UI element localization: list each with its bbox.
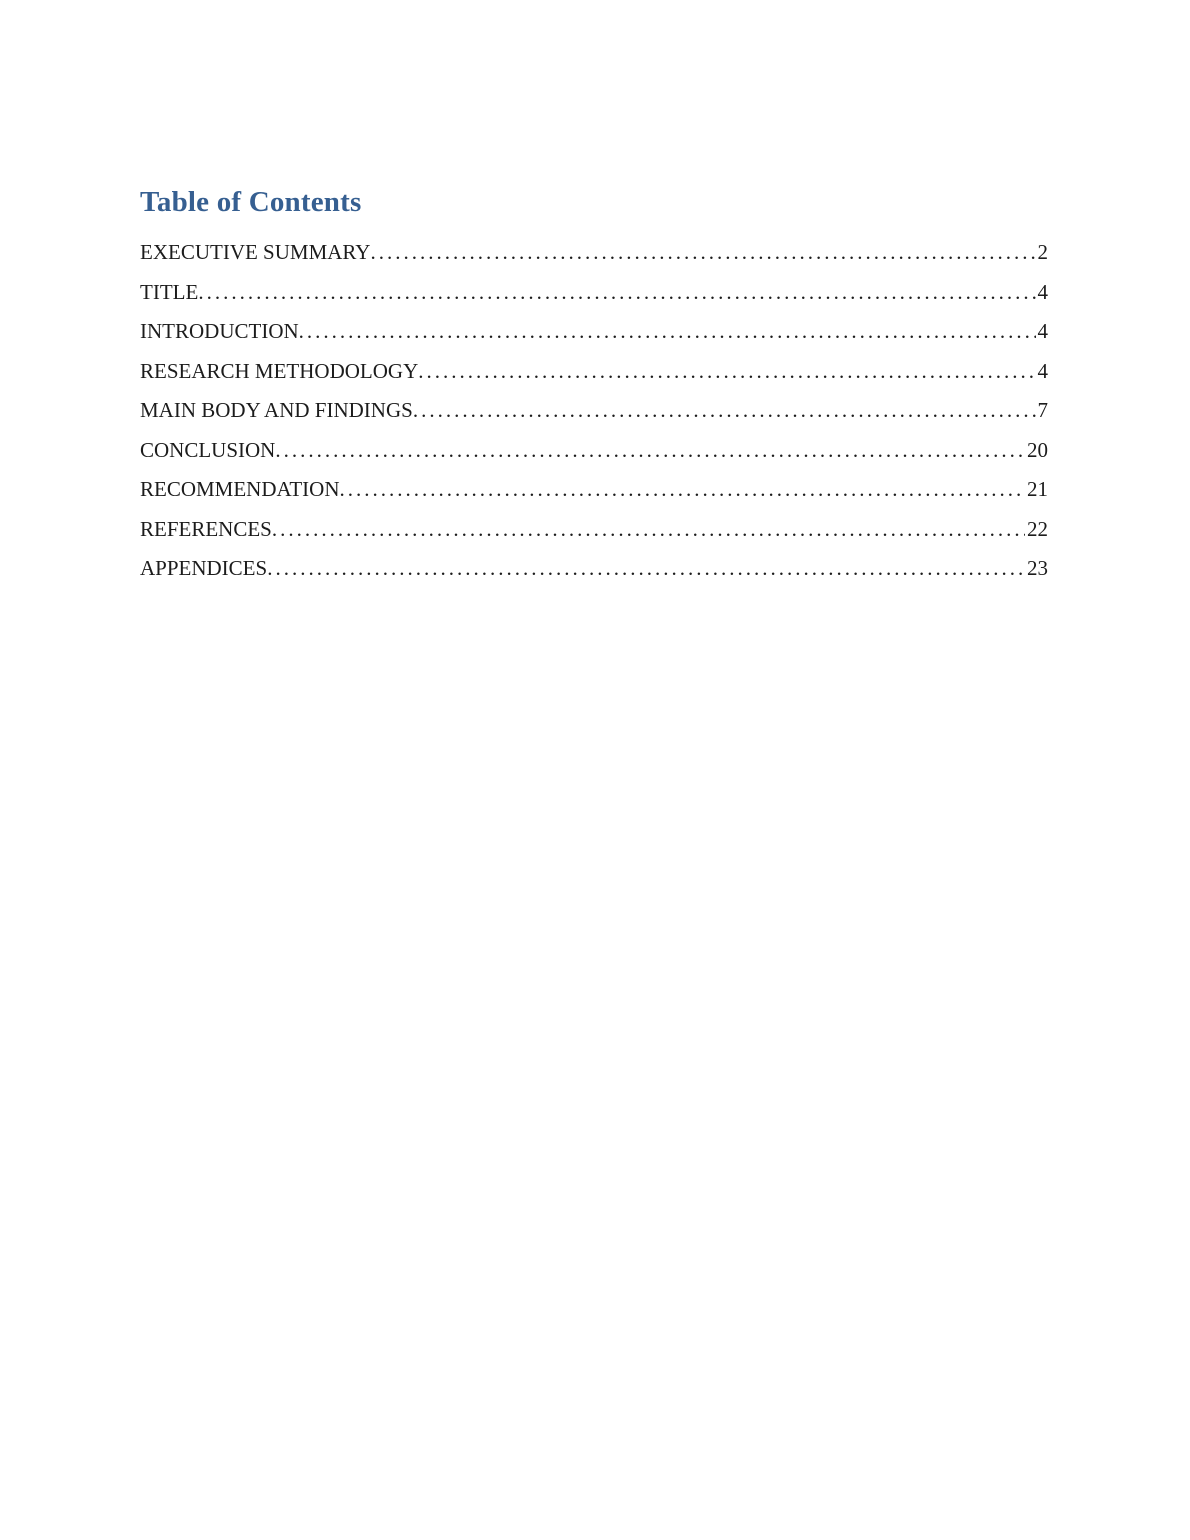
toc-entry-title[interactable] <box>140 273 1048 313</box>
toc-list <box>140 233 1048 589</box>
toc-dot-leader <box>198 273 1035 313</box>
toc-entry-conclusion[interactable] <box>140 431 1048 471</box>
toc-entry-label: CONCLUSION <box>140 437 276 462</box>
toc-entry-research-methodology[interactable] <box>140 352 1048 392</box>
toc-entry-introduction[interactable] <box>140 312 1048 352</box>
toc-entry-page-number: 4 <box>1037 319 1048 343</box>
toc-title: Table of Contents <box>140 186 362 218</box>
toc-entry-page-number: 20 <box>1027 437 1048 462</box>
toc-dot-leader <box>418 352 1035 392</box>
toc-entry-recommendation[interactable] <box>140 470 1048 510</box>
toc-dot-leader <box>267 549 1025 589</box>
toc-entry-label: RESEARCH METHODOLOGY <box>140 358 419 383</box>
toc-dot-leader <box>299 312 1036 352</box>
toc-entry-label: APPENDICES <box>140 556 268 580</box>
toc-entry-label: INTRODUCTION <box>140 319 299 343</box>
toc-dot-leader <box>340 470 1026 510</box>
toc-entry-page-number: 21 <box>1027 477 1048 501</box>
toc-entry-appendices[interactable] <box>140 549 1048 589</box>
toc-entry-label: MAIN BODY AND FINDINGS <box>140 398 413 422</box>
toc-entry-page-number: 22 <box>1027 516 1048 541</box>
toc-entry-label: RECOMMENDATION <box>140 477 340 501</box>
toc-entry-page-number: 2 <box>1037 240 1048 264</box>
toc-dot-leader <box>370 233 1035 273</box>
toc-dot-leader <box>413 391 1036 431</box>
toc-entry-references[interactable] <box>140 510 1048 550</box>
toc-entry-executive-summary[interactable] <box>140 233 1048 273</box>
toc-entry-page-number: 23 <box>1027 556 1048 580</box>
toc-entry-main-body-and-findings[interactable] <box>140 391 1048 431</box>
toc-entry-page-number: 4 <box>1037 279 1048 304</box>
toc-dot-leader <box>275 431 1025 471</box>
toc-entry-label: TITLE <box>140 279 199 304</box>
toc-entry-page-number: 4 <box>1037 358 1048 383</box>
toc-entry-label: REFERENCES <box>140 516 272 541</box>
toc-dot-leader <box>272 510 1025 550</box>
toc-entry-page-number: 7 <box>1037 398 1048 422</box>
toc-entry-label: EXECUTIVE SUMMARY <box>140 240 371 264</box>
